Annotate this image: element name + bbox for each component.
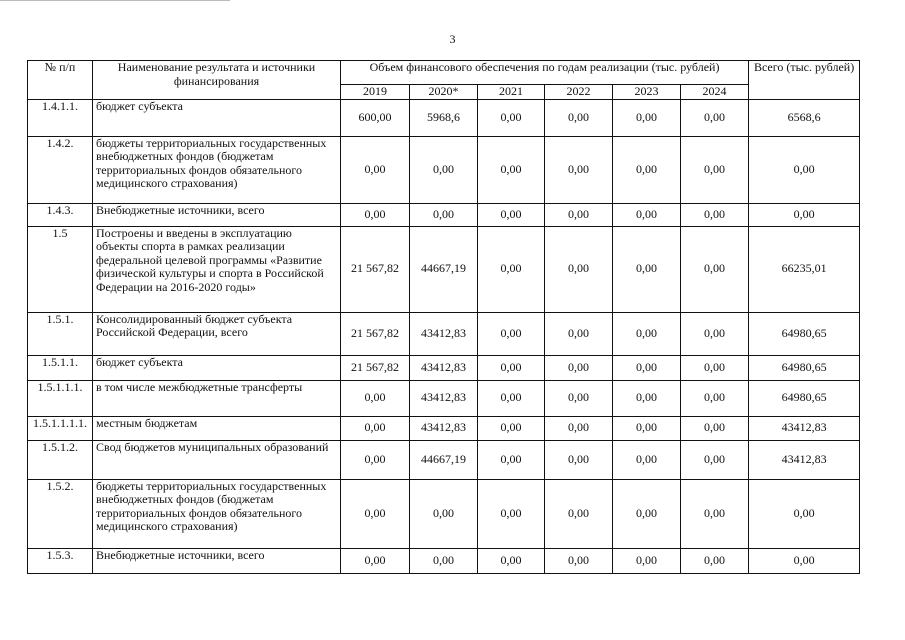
row-name: Внебюджетные источники, всего <box>93 548 341 573</box>
value-cell: 0,00 <box>681 312 749 355</box>
table-row <box>28 548 860 573</box>
value-cell: 0,00 <box>545 548 613 573</box>
value-cell: 0,00 <box>341 380 410 416</box>
value-cell: 44667,19 <box>410 440 478 479</box>
total-cell: 0,00 <box>749 548 860 573</box>
value-cell: 44667,19 <box>410 226 478 312</box>
value-cell: 43412,83 <box>410 416 478 440</box>
table-body <box>28 99 860 573</box>
value-cell: 0,00 <box>681 416 749 440</box>
row-name: в том числе межбюджетные трансферты <box>93 380 341 416</box>
value-cell: 0,00 <box>341 136 410 203</box>
value-cell: 0,00 <box>478 479 545 548</box>
row-name: Свод бюджетов муниципальных образований <box>93 440 341 479</box>
row-number: 1.5.1.1.1. <box>28 380 93 416</box>
value-cell: 0,00 <box>341 416 410 440</box>
header-year: 2021 <box>478 85 545 100</box>
value-cell: 0,00 <box>613 136 681 203</box>
row-number: 1.5 <box>28 226 93 312</box>
row-name: бюджет субъекта <box>93 355 341 380</box>
total-cell: 6568,6 <box>749 99 860 136</box>
value-cell: 0,00 <box>681 99 749 136</box>
header-name: Наименование результата и источники финансирования <box>93 61 341 100</box>
value-cell: 0,00 <box>410 479 478 548</box>
value-cell: 0,00 <box>478 136 545 203</box>
value-cell: 43412,83 <box>410 380 478 416</box>
value-cell: 21 567,82 <box>341 355 410 380</box>
value-cell: 0,00 <box>681 136 749 203</box>
total-cell: 64980,65 <box>749 312 860 355</box>
header-total: Всего (тыс. рублей) <box>749 61 860 100</box>
row-number: 1.5.1.1. <box>28 355 93 380</box>
total-cell: 43412,83 <box>749 416 860 440</box>
value-cell: 0,00 <box>410 136 478 203</box>
row-name: бюджеты территориальных государственных внебюджетных фондов (бюджетам территориальных фондов обязательного медицинского страхования) <box>93 136 341 203</box>
row-number: 1.4.3. <box>28 203 93 226</box>
value-cell: 0,00 <box>613 312 681 355</box>
value-cell: 0,00 <box>545 136 613 203</box>
value-cell: 0,00 <box>613 479 681 548</box>
row-name: бюджет субъекта <box>93 99 341 136</box>
value-cell: 0,00 <box>341 203 410 226</box>
page-number: 3 <box>449 32 456 46</box>
table-row <box>28 479 860 548</box>
value-cell: 0,00 <box>478 548 545 573</box>
header-year: 2019 <box>341 85 410 100</box>
header-year: 2024 <box>681 85 749 100</box>
table-row <box>28 99 860 136</box>
total-cell: 0,00 <box>749 479 860 548</box>
value-cell: 0,00 <box>681 380 749 416</box>
value-cell: 0,00 <box>410 203 478 226</box>
header-volume: Объем финансового обеспечения по годам реализации (тыс. рублей) <box>341 61 749 85</box>
header-year: 2020* <box>410 85 478 100</box>
total-cell: 66235,01 <box>749 226 860 312</box>
value-cell: 0,00 <box>545 312 613 355</box>
value-cell: 21 567,82 <box>341 226 410 312</box>
row-number: 1.5.3. <box>28 548 93 573</box>
value-cell: 0,00 <box>681 479 749 548</box>
table-row <box>28 355 860 380</box>
value-cell: 0,00 <box>341 440 410 479</box>
value-cell: 0,00 <box>478 355 545 380</box>
financing-table <box>27 60 860 574</box>
table-row <box>28 312 860 355</box>
table-row <box>28 440 860 479</box>
row-name: местным бюджетам <box>93 416 341 440</box>
value-cell: 43412,83 <box>410 355 478 380</box>
value-cell: 0,00 <box>613 355 681 380</box>
value-cell: 0,00 <box>613 99 681 136</box>
value-cell: 0,00 <box>613 548 681 573</box>
value-cell: 0,00 <box>545 380 613 416</box>
row-name: Консолидированный бюджет субъекта Российской Федерации, всего <box>93 312 341 355</box>
table-row <box>28 226 860 312</box>
total-cell: 0,00 <box>749 203 860 226</box>
row-number: 1.5.2. <box>28 479 93 548</box>
value-cell: 0,00 <box>410 548 478 573</box>
value-cell: 0,00 <box>545 479 613 548</box>
value-cell: 0,00 <box>478 226 545 312</box>
header-num: № п/п <box>28 61 93 100</box>
table-row <box>28 136 860 203</box>
row-number: 1.5.1.2. <box>28 440 93 479</box>
value-cell: 0,00 <box>613 203 681 226</box>
value-cell: 0,00 <box>613 440 681 479</box>
table-row <box>28 416 860 440</box>
value-cell: 0,00 <box>681 355 749 380</box>
value-cell: 0,00 <box>545 99 613 136</box>
row-number: 1.4.1.1. <box>28 99 93 136</box>
row-number: 1.5.1.1.1.1. <box>28 416 93 440</box>
total-cell: 0,00 <box>749 136 860 203</box>
value-cell: 0,00 <box>545 355 613 380</box>
value-cell: 0,00 <box>681 548 749 573</box>
value-cell: 0,00 <box>341 479 410 548</box>
value-cell: 0,00 <box>545 440 613 479</box>
row-number: 1.4.2. <box>28 136 93 203</box>
row-name: Внебюджетные источники, всего <box>93 203 341 226</box>
value-cell: 0,00 <box>681 203 749 226</box>
value-cell: 43412,83 <box>410 312 478 355</box>
value-cell: 0,00 <box>478 440 545 479</box>
value-cell: 0,00 <box>341 548 410 573</box>
value-cell: 600,00 <box>341 99 410 136</box>
row-name: Построены и введены в эксплуатацию объекты спорта в рамках реализации федеральной целевой программы «Развитие физической культуры и спорта в Российской Федерации на 2016-2020 годы» <box>93 226 341 312</box>
value-cell: 0,00 <box>478 312 545 355</box>
value-cell: 0,00 <box>681 226 749 312</box>
total-cell: 43412,83 <box>749 440 860 479</box>
header-year: 2022 <box>545 85 613 100</box>
value-cell: 0,00 <box>681 440 749 479</box>
header-year: 2023 <box>613 85 681 100</box>
value-cell: 0,00 <box>545 226 613 312</box>
value-cell: 0,00 <box>478 380 545 416</box>
value-cell: 21 567,82 <box>341 312 410 355</box>
table-row <box>28 203 860 226</box>
total-cell: 64980,65 <box>749 355 860 380</box>
value-cell: 5968,6 <box>410 99 478 136</box>
value-cell: 0,00 <box>478 203 545 226</box>
row-name: бюджеты территориальных государственных внебюджетных фондов (бюджетам территориальных фондов обязательного медицинского страхования) <box>93 479 341 548</box>
table-row <box>28 380 860 416</box>
value-cell: 0,00 <box>613 380 681 416</box>
value-cell: 0,00 <box>545 416 613 440</box>
value-cell: 0,00 <box>478 416 545 440</box>
value-cell: 0,00 <box>545 203 613 226</box>
value-cell: 0,00 <box>613 226 681 312</box>
value-cell: 0,00 <box>478 99 545 136</box>
value-cell: 0,00 <box>613 416 681 440</box>
scan-edge-line <box>0 0 230 1</box>
total-cell: 64980,65 <box>749 380 860 416</box>
row-number: 1.5.1. <box>28 312 93 355</box>
